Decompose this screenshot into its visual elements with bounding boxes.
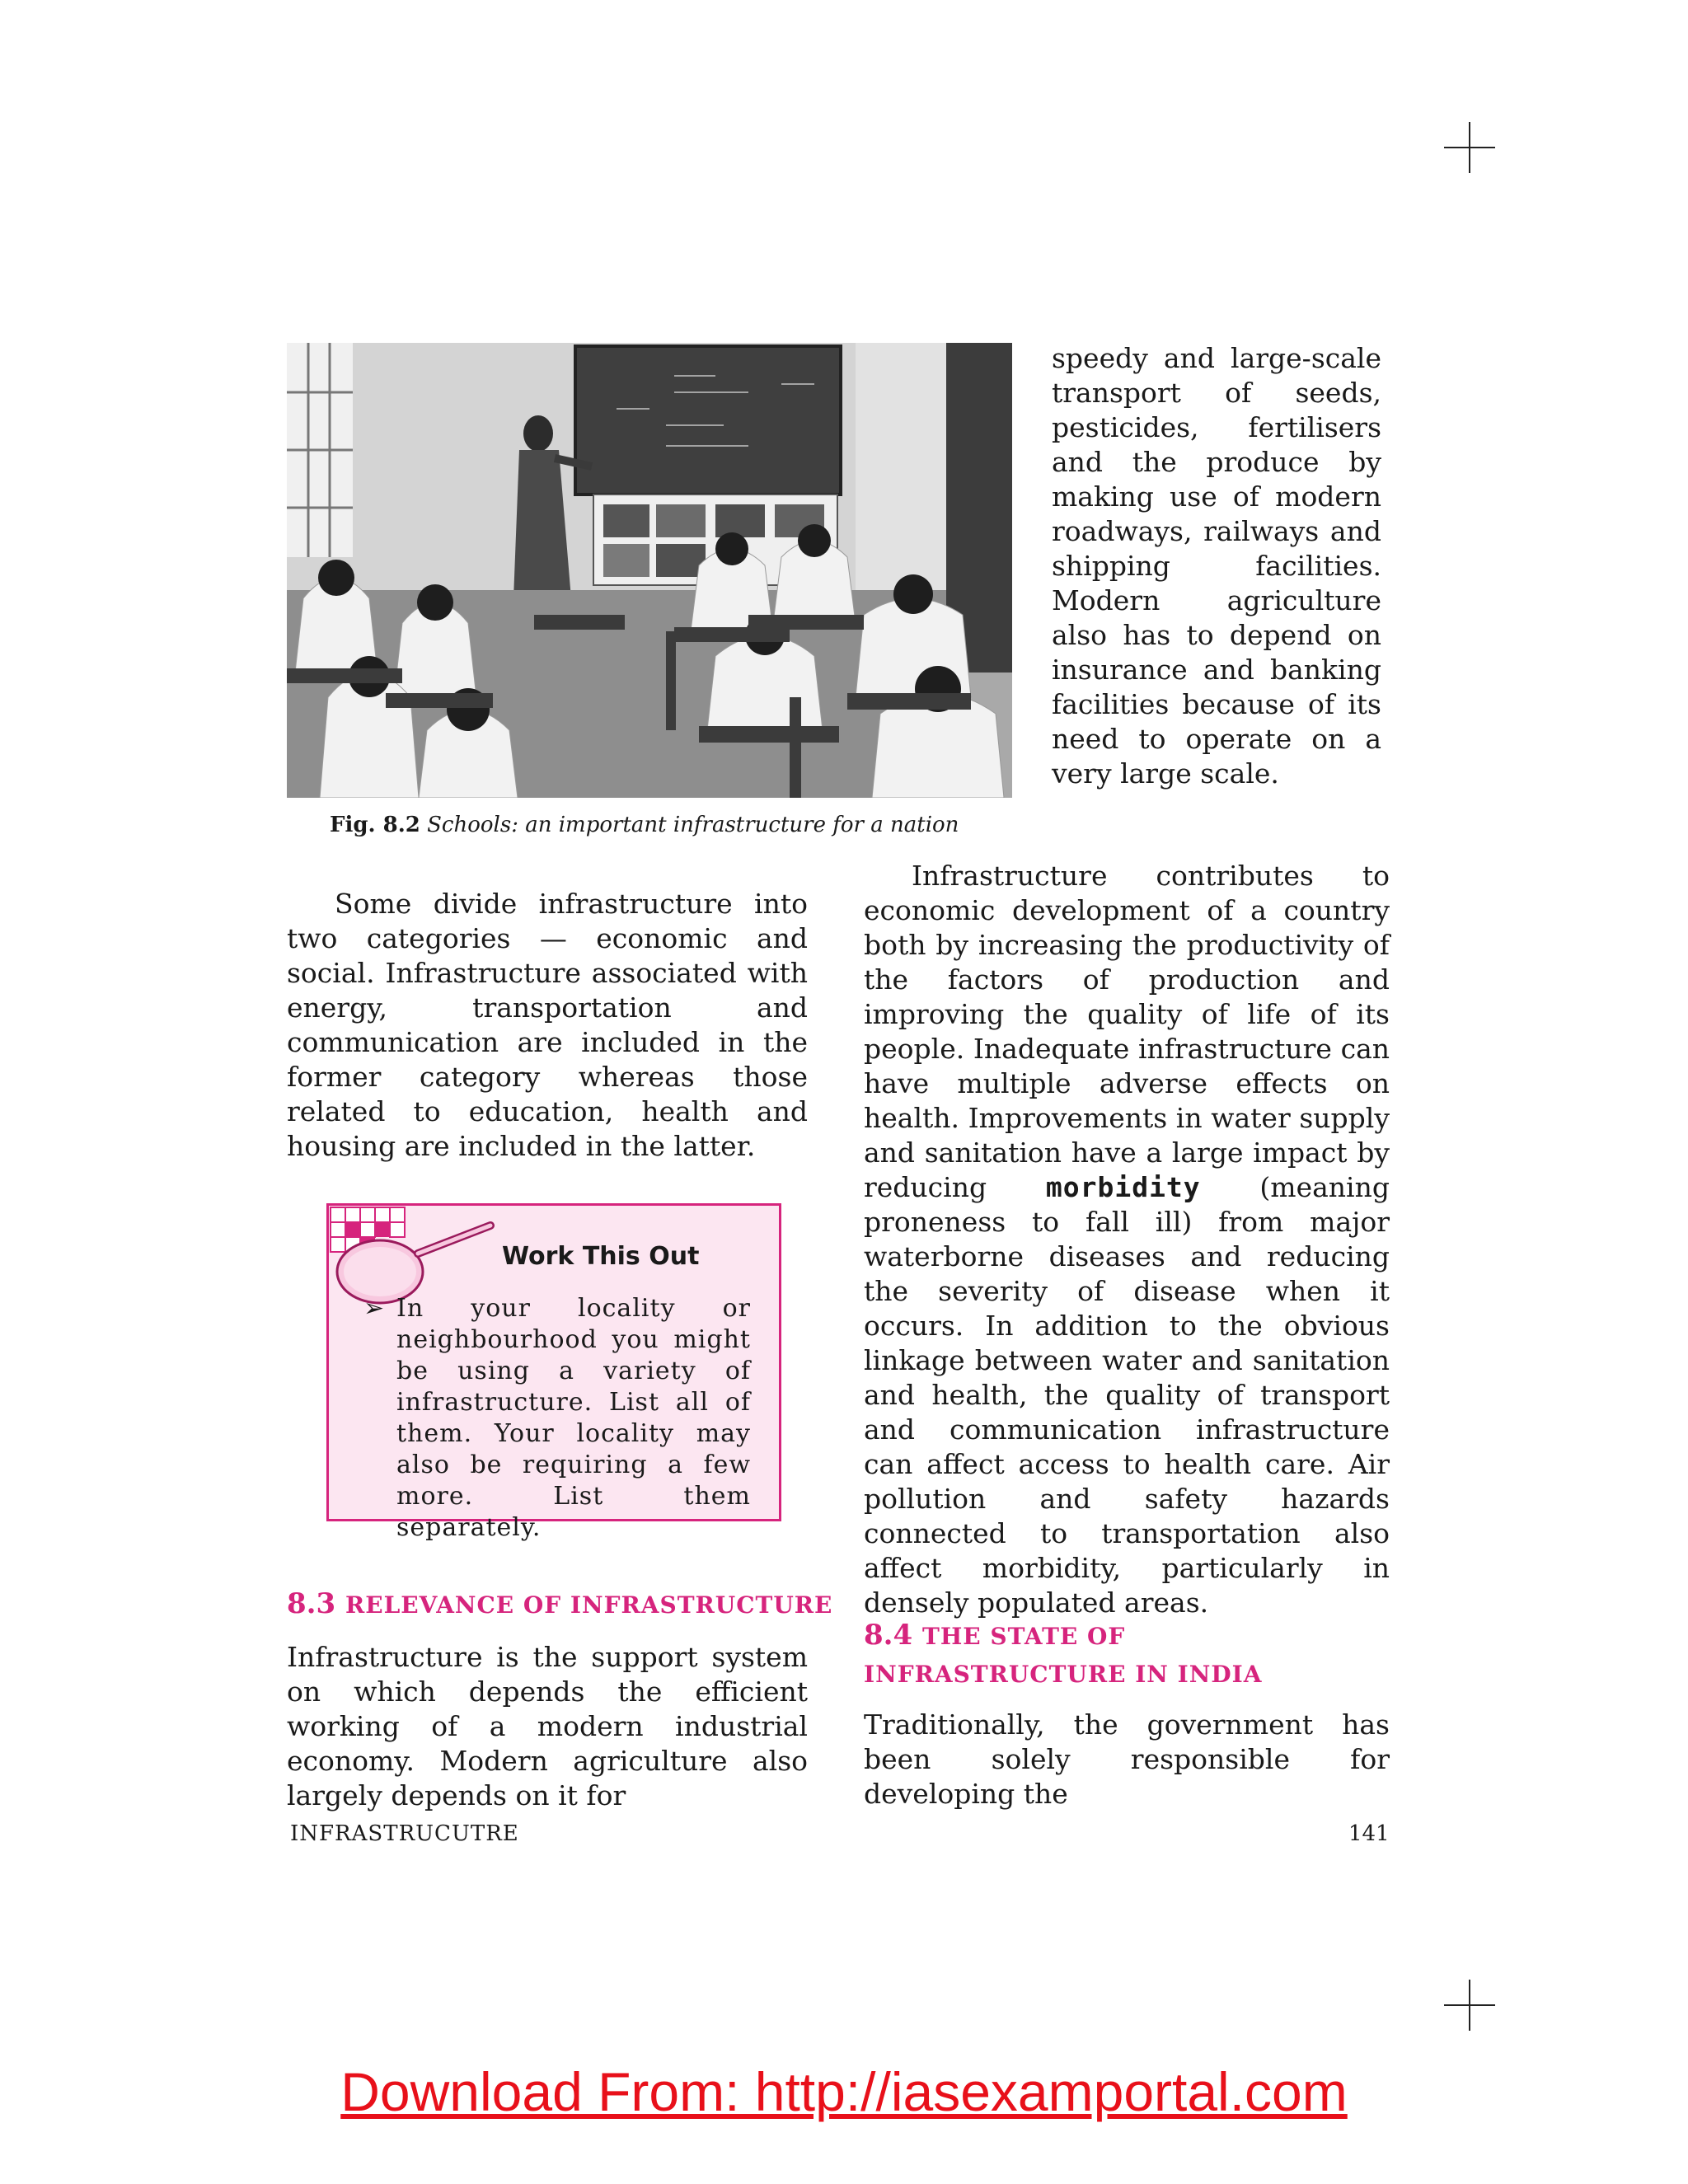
paragraph-top-right: speedy and large-scale transport of seeds, pesticides, fertilisers and the produce by making use of modern roadways, railways and shipping facilities. Modern agriculture also has to depend on insurance and banking facilities because of its need to operate on a very large scale. [1052, 342, 1381, 790]
section-title: RELEVANCE OF INFRASTRUCTURE [345, 1591, 833, 1619]
paragraph-relevance: Infrastructure is the support system on which depends the efficient working of a modern industrial economy. Modern agriculture also largely depends on it for [287, 1641, 808, 1811]
section-number: 8.3 [287, 1587, 336, 1620]
figure-label: Fig. 8.2 [330, 813, 420, 837]
figure-caption [330, 811, 1071, 839]
section-heading-8-3 [287, 1586, 832, 1624]
download-link[interactable]: Download From: http://iasexamportal.com [340, 2061, 1348, 2122]
page-number: 141 [1348, 1821, 1390, 1846]
paragraph-state: Traditionally, the government has been solely responsible for developing the [864, 1708, 1390, 1810]
classroom-photo [287, 343, 1012, 798]
work-this-out-text: In your locality or neighbourhood you might be using a variety of infrastructure. List all of them. Your locality may also be requiring a few more. List them separately. [396, 1294, 751, 1542]
crop-mark-top-right [1444, 122, 1495, 173]
running-footer: INFRASTRUCUTRE [290, 1821, 519, 1846]
figure-caption-text: Schools: an important infrastructure for a nation [427, 813, 959, 837]
crop-mark-bottom-right [1444, 1980, 1495, 2031]
section-title: THE STATE OF INFRASTRUCTURE IN INDIA [864, 1623, 1263, 1688]
section-number: 8.4 [864, 1619, 913, 1652]
paragraph-contribution-part2: (meaning proneness to fall ill) from major waterborne diseases and reducing the severity of disease when it occurs. In addition to the obvious linkage between water and sanitation and health, the quality of transport and communication infrastructure can affect access to health care. Air pollution and safety hazards connected to transportation also affect morbidity, particularly in densely populated areas. [864, 1171, 1390, 1619]
work-this-out-title: Work This Out [502, 1242, 700, 1271]
paragraph-contribution [864, 859, 1390, 1620]
arrow-bullet-icon: ➢ [363, 1294, 385, 1323]
paragraph-contribution-part1: Infrastructure contributes to economic development of a country both by increasing the productivity of the factors of production and improving the quality of life of its people. Inadequate infrastructure can have multiple adverse effects on health. Improvements in water supply and sanitation have a large impact by reducing [864, 860, 1390, 1203]
paragraph-categories: Some divide infrastructure into two categories — economic and social. Infrastructure associated with energy, transportation and communication are included in the former category whereas those related to education, health and housing are included in the latter. [287, 888, 808, 1162]
work-this-out-box [326, 1203, 781, 1542]
section-heading-8-4 [864, 1617, 1391, 1693]
term-morbidity: morbidity [1045, 1171, 1201, 1203]
